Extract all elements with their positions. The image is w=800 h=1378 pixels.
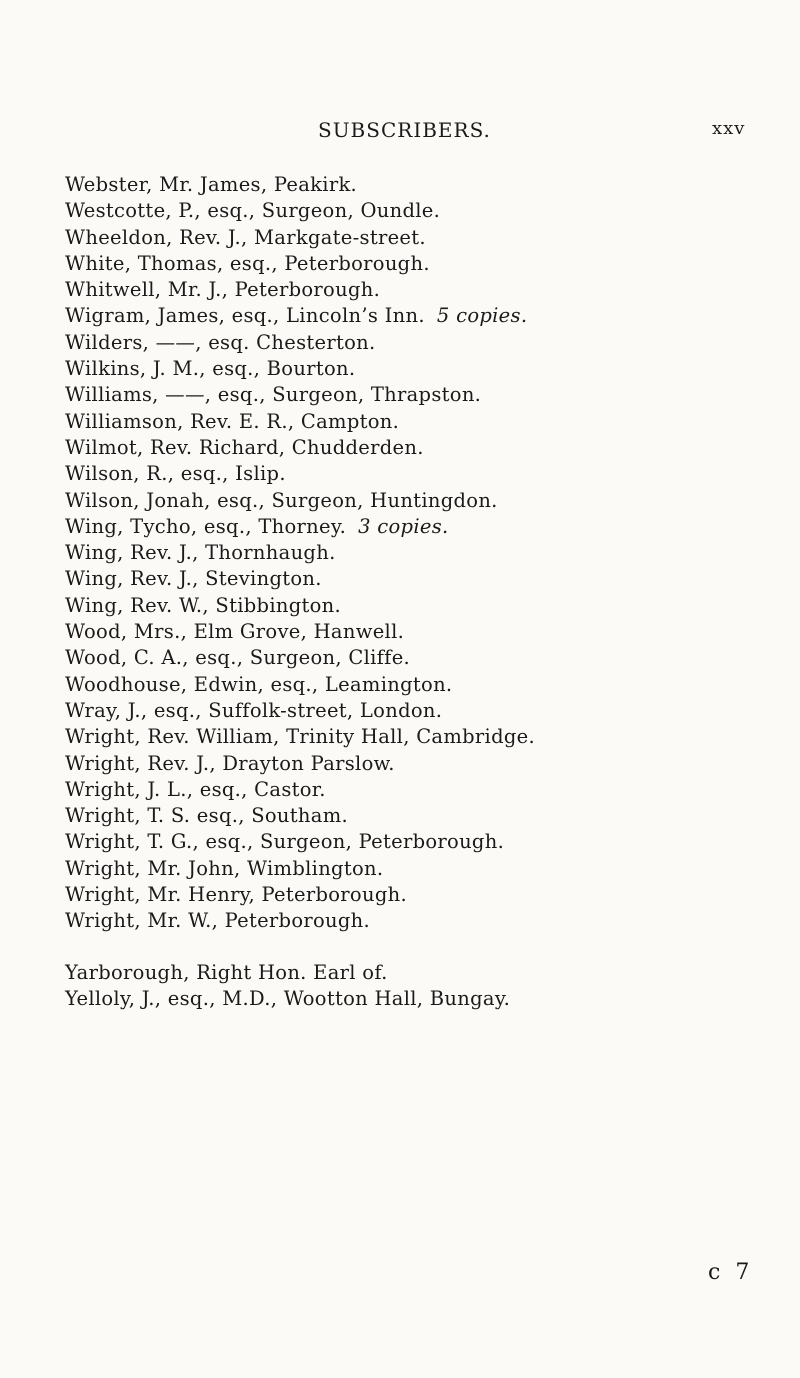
subscriber-name: Wright, Mr. Henry, Peterborough. [65, 883, 407, 907]
list-item [65, 777, 765, 803]
subscriber-name: Wray, J., esq., Suffolk-street, London. [65, 698, 443, 722]
list-item [65, 856, 765, 882]
subscriber-name: Williams, ——, esq., Surgeon, Thrapston. [65, 383, 482, 407]
list-item [65, 751, 765, 777]
list-item [65, 514, 765, 540]
subscriber-name: Wing, Rev. J., Stevington. [65, 567, 322, 591]
signature-mark: c 7 [708, 1260, 754, 1285]
list-item [65, 645, 765, 671]
list-item [65, 619, 765, 645]
list-item [65, 461, 765, 487]
subscriber-name: Wigram, James, esq., Lincoln’s Inn. [65, 304, 425, 328]
list-item [65, 251, 765, 277]
list-item [65, 198, 765, 224]
subscriber-name: Wood, Mrs., Elm Grove, Hanwell. [65, 620, 405, 644]
list-item [65, 672, 765, 698]
subscriber-name: Wilkins, J. M., esq., Bourton. [65, 357, 356, 381]
list-item [65, 803, 765, 829]
subscriber-name: Wright, Mr. W., Peterborough. [65, 909, 371, 933]
list-item [65, 382, 765, 408]
subscriber-name: Wright, Rev. William, Trinity Hall, Cambridge. [65, 725, 535, 749]
copies-note: 3 copies. [358, 514, 449, 538]
list-item [65, 960, 765, 986]
subscriber-name: Williamson, Rev. E. R., Campton. [65, 409, 400, 433]
subscriber-name: Wright, T. S. esq., Southam. [65, 804, 348, 828]
subscriber-name: Woodhouse, Edwin, esq., Leamington. [65, 672, 453, 696]
list-item [65, 330, 765, 356]
page-title: SUBSCRIBERS. [318, 118, 491, 142]
list-item [65, 488, 765, 514]
running-head [0, 118, 800, 148]
list-item [65, 566, 765, 592]
list-item [65, 225, 765, 251]
subscriber-name: Wright, Mr. John, Wimblington. [65, 856, 384, 880]
list-item [65, 593, 765, 619]
subscriber-list [65, 172, 765, 1012]
subscriber-name: Wing, Rev. W., Stibbington. [65, 593, 342, 617]
list-item [65, 908, 765, 934]
list-item [65, 882, 765, 908]
subscriber-name: Westcotte, P., esq., Surgeon, Oundle. [65, 199, 441, 223]
subscriber-name: Wood, C. A., esq., Surgeon, Cliffe. [65, 646, 411, 670]
subscriber-name: Yelloly, J., esq., M.D., Wootton Hall, Bungay. [65, 986, 511, 1010]
subscriber-name: Webster, Mr. James, Peakirk. [65, 173, 358, 196]
subscriber-name: Wing, Rev. J., Thornhaugh. [65, 541, 336, 565]
list-item [65, 435, 765, 461]
list-item [65, 409, 765, 435]
list-item [65, 698, 765, 724]
copies-note: 5 copies. [436, 304, 528, 328]
list-item [65, 303, 765, 329]
list-item [65, 829, 765, 855]
list-item [65, 356, 765, 382]
subscriber-name: Wilson, R., esq., Islip. [65, 462, 286, 486]
list-item [65, 724, 765, 750]
subscriber-name: Wright, J. L., esq., Castor. [65, 777, 326, 801]
list-item [65, 540, 765, 566]
subscriber-name: Wright, T. G., esq., Surgeon, Peterborough. [65, 830, 505, 854]
subscriber-name: Wilders, ——, esq. Chesterton. [65, 330, 376, 354]
subscriber-name: Yarborough, Right Hon. Earl of. [65, 960, 388, 984]
list-item [65, 172, 765, 198]
page-number: xxv [712, 118, 746, 139]
subscriber-name: Wright, Rev. J., Drayton Parslow. [65, 751, 395, 775]
subscriber-name: White, Thomas, esq., Peterborough. [65, 251, 430, 275]
subscriber-name: Wheeldon, Rev. J., Markgate-street. [65, 225, 426, 249]
subscriber-name: Wing, Tycho, esq., Thorney. [65, 514, 347, 538]
subscriber-name: Wilson, Jonah, esq., Surgeon, Huntingdon. [65, 488, 498, 512]
subscriber-name: Whitwell, Mr. J., Peterborough. [65, 278, 381, 302]
list-item [65, 277, 765, 303]
subscriber-name: Wilmot, Rev. Richard, Chudderden. [65, 435, 424, 459]
list-item [65, 986, 765, 1012]
